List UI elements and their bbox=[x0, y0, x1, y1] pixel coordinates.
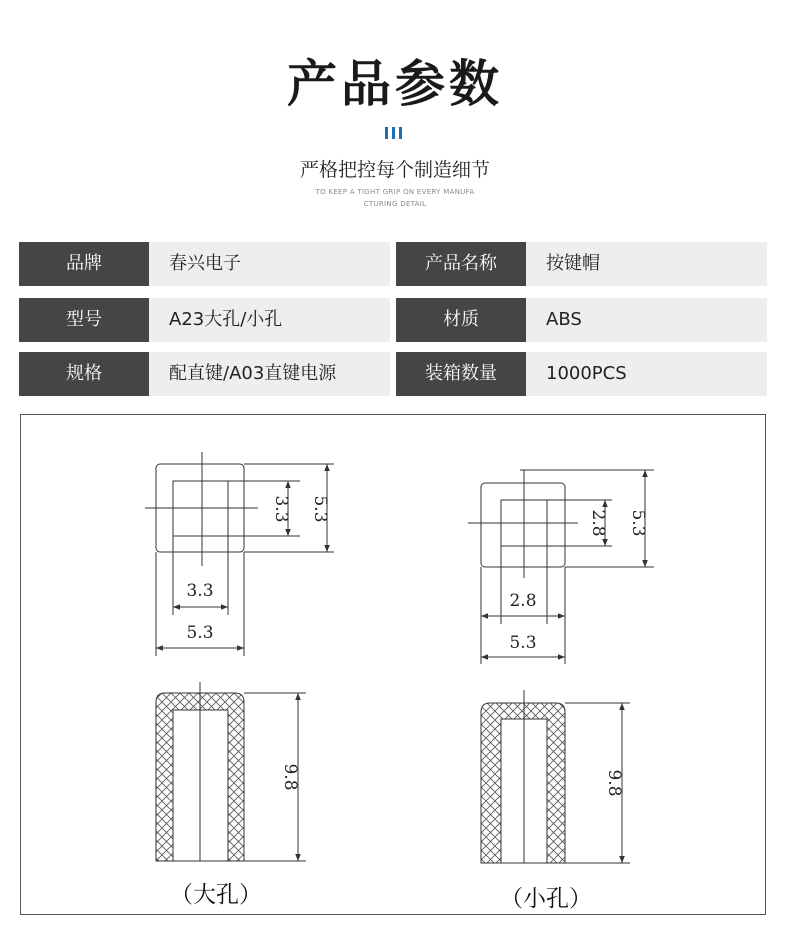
spec-value: A23大孔/小孔 bbox=[149, 298, 390, 342]
caption-small-hole: （小孔） bbox=[500, 886, 592, 912]
dim-label-large-outer-v: 5.3 bbox=[310, 495, 330, 523]
dim-label-large-outer-h: 5.3 bbox=[186, 623, 214, 643]
page-title: 产品参数 bbox=[287, 55, 503, 113]
large-hole-top-view bbox=[145, 452, 334, 656]
dim-label-small-outer-h: 5.3 bbox=[509, 633, 537, 653]
dim-label-large-inner-h: 3.3 bbox=[186, 581, 214, 601]
tagline-line-2: CTURING DETAIL bbox=[363, 200, 427, 208]
dim-label-small-inner-v: 2.8 bbox=[588, 509, 608, 537]
spec-value: 按键帽 bbox=[526, 242, 767, 286]
spec-key: 产品名称 bbox=[396, 242, 526, 286]
dim-label-small-inner-h: 2.8 bbox=[509, 591, 537, 611]
dim-label-small-outer-v: 5.3 bbox=[628, 509, 648, 537]
dim-label-large-inner-v: 3.3 bbox=[271, 495, 291, 523]
tagline-line-1: TO KEEP A TIGHT GRIP ON EVERY MANUFA bbox=[315, 188, 475, 196]
spec-value: 配直键/A03直键电源 bbox=[149, 352, 390, 396]
spec-key: 规格 bbox=[19, 352, 149, 396]
small-hole-top-view bbox=[468, 470, 654, 664]
spec-key: 材质 bbox=[396, 298, 526, 342]
dim-label-large-height: 9.8 bbox=[280, 763, 300, 791]
spec-value: 春兴电子 bbox=[149, 242, 390, 286]
spec-key: 品牌 bbox=[19, 242, 149, 286]
spec-value: 1000PCS bbox=[526, 352, 767, 396]
caption-large-hole: （大孔） bbox=[170, 882, 262, 908]
dim-label-small-height: 9.8 bbox=[604, 769, 624, 797]
page-subtitle: 严格把控每个制造细节 bbox=[299, 159, 490, 181]
spec-key: 型号 bbox=[19, 298, 149, 342]
spec-value: ABS bbox=[526, 298, 767, 342]
spec-key: 装箱数量 bbox=[396, 352, 526, 396]
